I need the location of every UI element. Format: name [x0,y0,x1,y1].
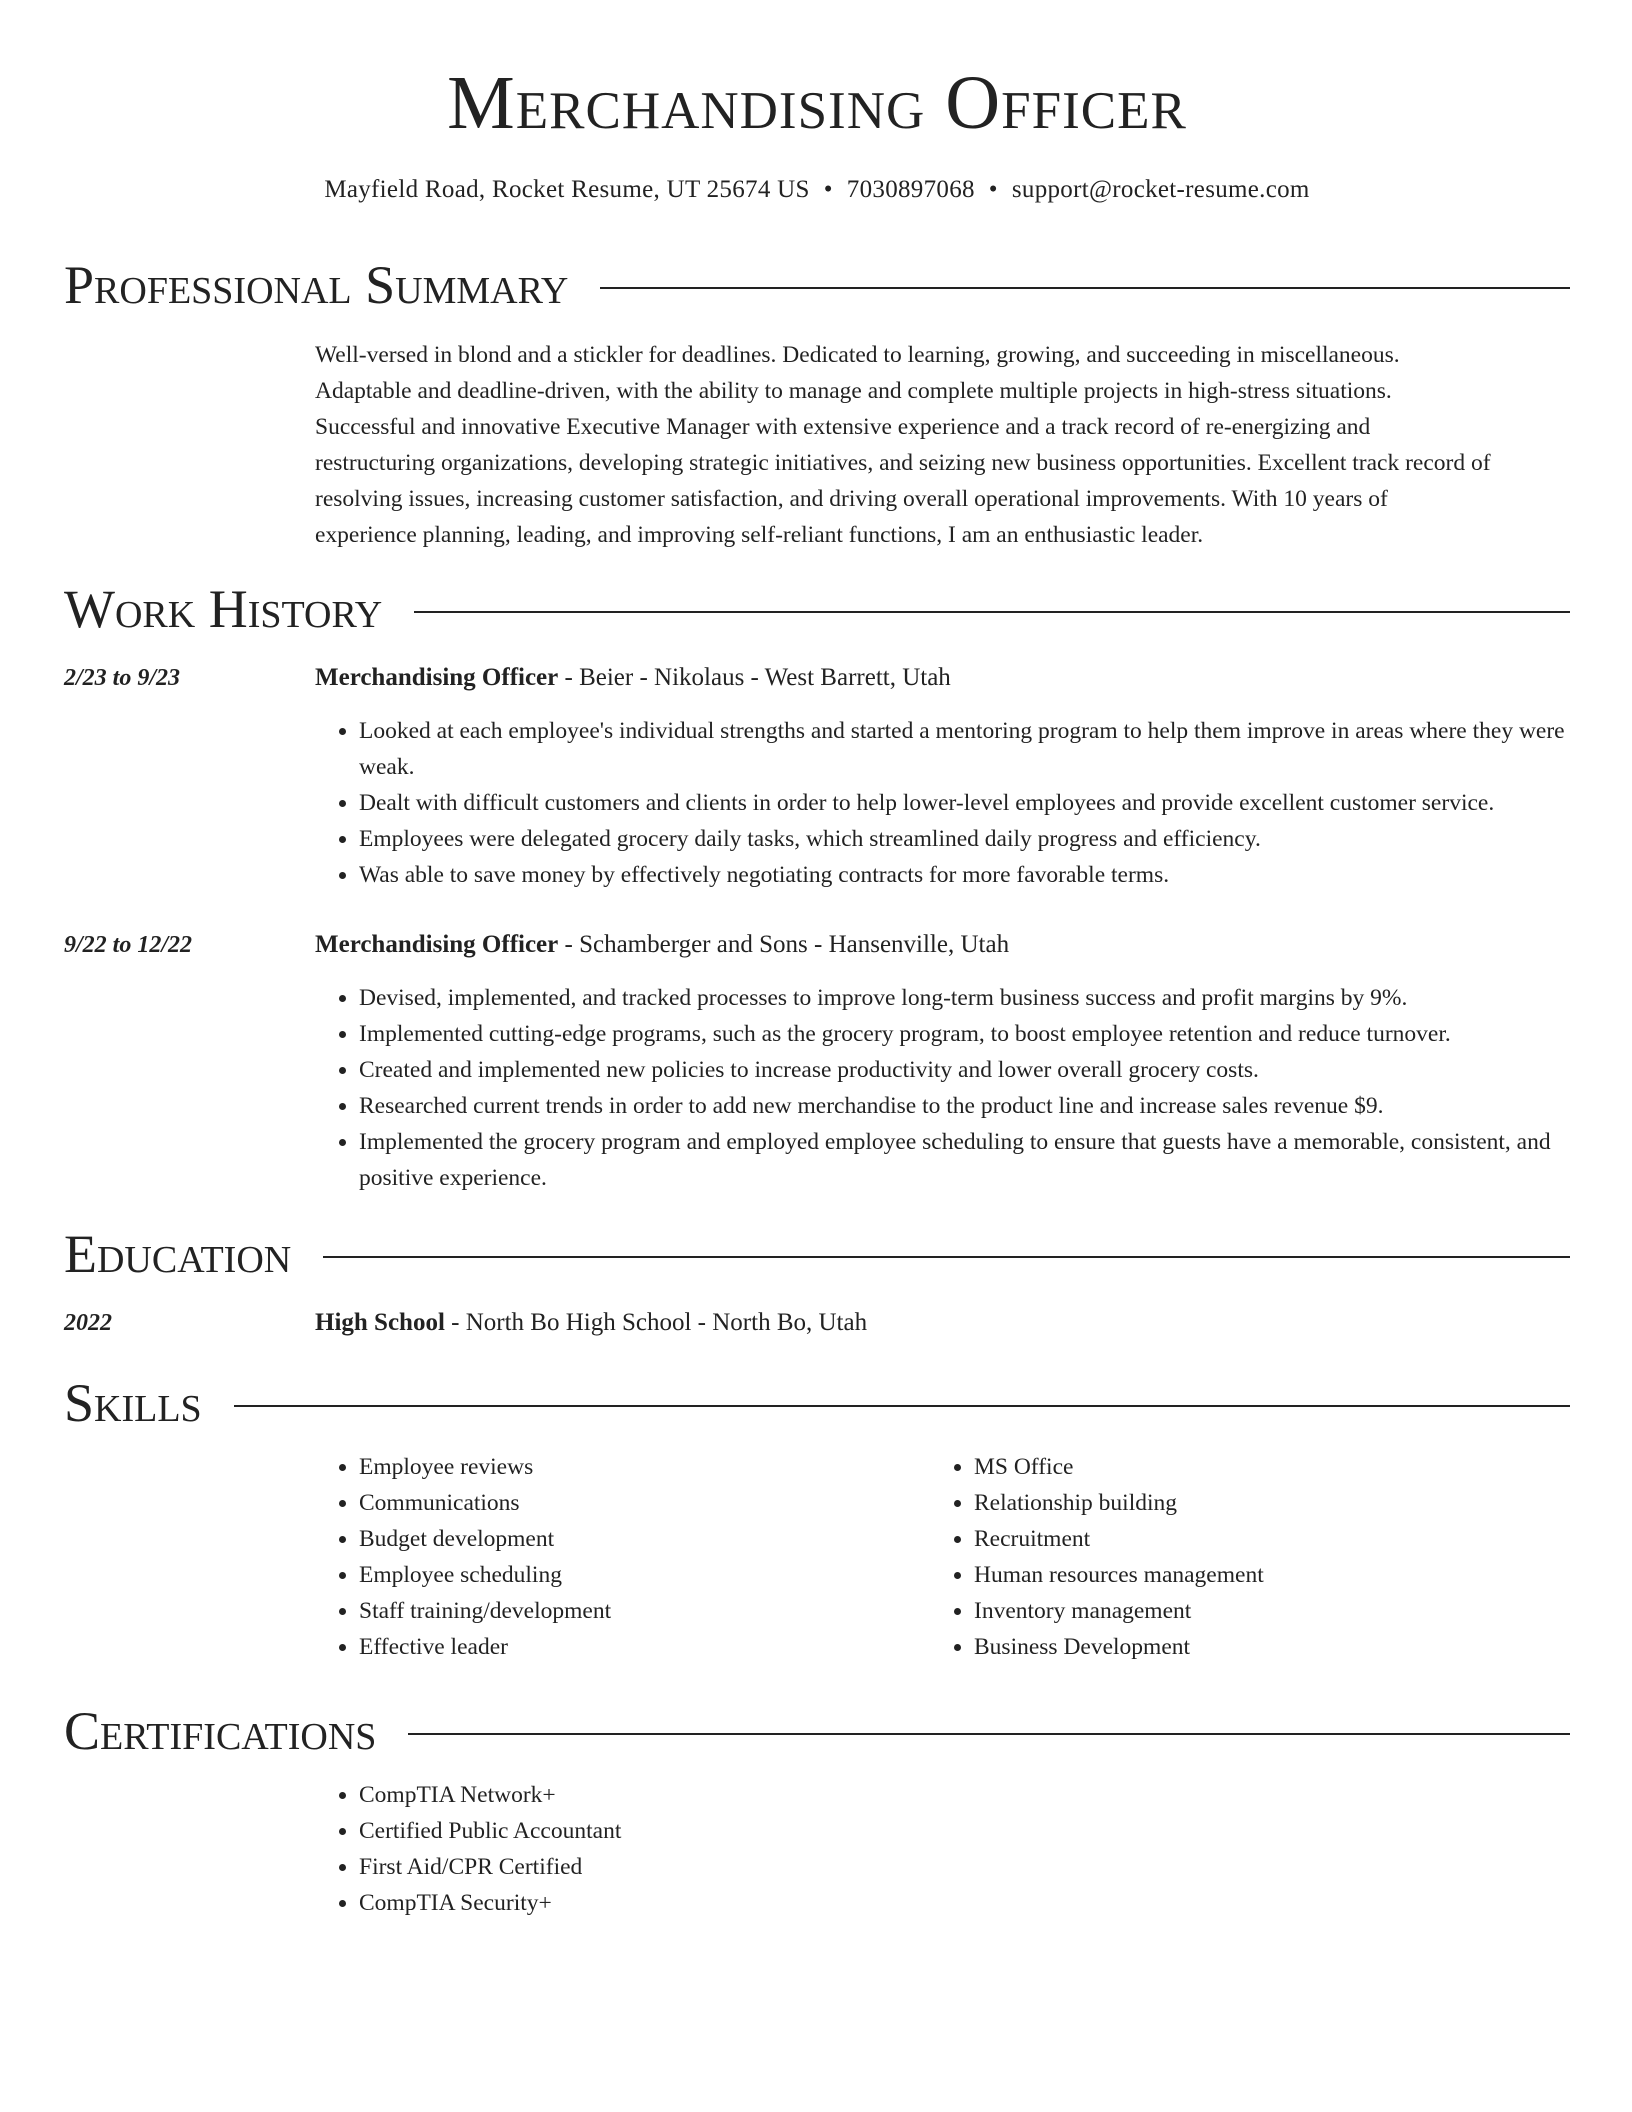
certifications-list [315,1777,915,1921]
section-divider [234,1405,1570,1407]
job-dates: 2/23 to 9/23 [64,665,181,691]
contact-separator: • [823,176,833,203]
certification-item: • CompTIA Security+ [359,1885,915,1921]
education-heading [315,1307,867,1339]
skill-item: • Staff training/development [359,1593,915,1629]
contact-separator: • [988,176,998,203]
list-item: • Implemented cutting-edge programs, such as the grocery program, to boost employee retention and reduce turnover. [359,1016,1575,1052]
section-header-work [64,577,1570,641]
job-details: - Beier - Nikolaus - West Barrett, Utah [558,664,951,691]
education-degree: High School [315,1309,445,1336]
education-details: - North Bo High School - North Bo, Utah [444,1309,868,1336]
section-divider [323,1256,1570,1258]
summary-line: experience planning, leading, and improving self-reliant functions, I am an enthusiastic leader. [315,522,1204,548]
summary-text [315,337,1575,553]
list-item: • Implemented the grocery program and employed employee scheduling to ensure that guests have a memorable, consistent, and positive experience. [359,1124,1575,1196]
skill-item: • Employee reviews [359,1449,915,1485]
skill-item: • Inventory management [974,1593,1530,1629]
education-year: 2022 [64,1310,112,1336]
summary-line: restructuring organizations, developing strategic initiatives, and seizing new business opportunities. Excellent track record of [315,450,1491,476]
section-divider [408,1733,1570,1735]
skills-list-left [315,1449,915,1665]
section-title-skills: Skills [64,1373,202,1433]
section-title-education: Education [64,1224,292,1284]
job-title: Merchandising Officer [315,664,559,691]
skills-list-right [930,1449,1530,1665]
contact-address: Mayfield Road, Rocket Resume, UT 25674 US [324,176,810,203]
skill-item: • Effective leader [359,1629,915,1665]
certification-item: • Certified Public Accountant [359,1813,915,1849]
skill-item: • Communications [359,1485,915,1521]
job-bullets [315,980,1575,1196]
section-header-summary [64,253,1570,317]
section-header-education [64,1222,1570,1286]
skill-item: • MS Office [974,1449,1530,1485]
section-title-certifications: Certifications [64,1701,377,1761]
list-item: • Researched current trends in order to add new merchandise to the product line and increase sales revenue $9. [359,1088,1575,1124]
contact-phone[interactable]: 7030897068 [846,176,975,203]
skill-item: • Human resources management [974,1557,1530,1593]
list-item: • Dealt with difficult customers and clients in order to help lower-level employees and provide excellent customer service. [359,785,1575,821]
resume-name: Merchandising Officer [447,61,1187,145]
skill-item: • Relationship building [974,1485,1530,1521]
job-dates: 9/22 to 12/22 [64,932,193,958]
section-header-skills [64,1371,1570,1435]
section-title-work: Work History [64,579,383,639]
list-item: • Created and implemented new policies to increase productivity and lower overall grocery costs. [359,1052,1575,1088]
section-divider [600,287,1570,289]
section-title-summary: Professional Summary [64,255,569,315]
summary-line: Adaptable and deadline-driven, with the ability to manage and complete multiple projects in high-stress situations. [315,378,1392,404]
skill-item: • Employee scheduling [359,1557,915,1593]
job-heading [315,929,1009,961]
summary-line: Well-versed in blond and a stickler for deadlines. Dedicated to learning, growing, and succeeding in miscellaneous. [315,342,1400,368]
section-divider [414,611,1570,613]
list-item: • Looked at each employee's individual strengths and started a mentoring program to help them improve in areas where they were weak. [359,713,1575,785]
contact-email[interactable]: support@rocket-resume.com [1011,176,1310,203]
skill-item: • Business Development [974,1629,1530,1665]
summary-line: Successful and innovative Executive Manager with extensive experience and a track record of re-energizing and [315,414,1371,440]
job-heading [315,662,951,694]
skill-item: • Recruitment [974,1521,1530,1557]
summary-line: resolving issues, increasing customer satisfaction, and driving overall operational improvements. With 10 years of [315,486,1388,512]
list-item: • Devised, implemented, and tracked processes to improve long-term business success and profit margins by 9%. [359,980,1575,1016]
job-title: Merchandising Officer [315,931,559,958]
list-item: • Was able to save money by effectively negotiating contracts for more favorable terms. [359,857,1575,893]
certification-item: • First Aid/CPR Certified [359,1849,915,1885]
job-details: - Schamberger and Sons - Hansenville, Utah [558,931,1010,958]
list-item: • Employees were delegated grocery daily tasks, which streamlined daily progress and efficiency. [359,821,1575,857]
job-bullets [315,713,1575,893]
section-header-certifications [64,1699,1570,1763]
skill-item: • Budget development [359,1521,915,1557]
certification-item: • CompTIA Network+ [359,1777,915,1813]
contact-line [64,174,1570,206]
